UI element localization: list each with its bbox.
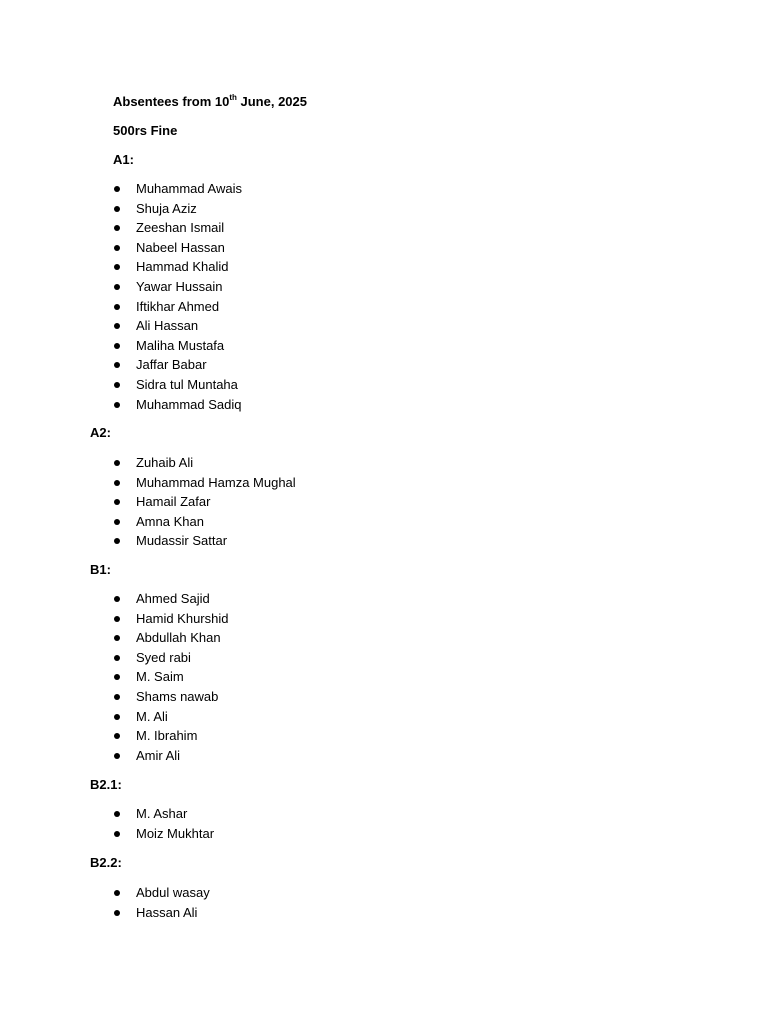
group-list-b2-1 bbox=[112, 806, 214, 845]
list-item: Amir Ali bbox=[112, 748, 229, 768]
title-superscript: th bbox=[229, 92, 237, 102]
group-label-b2-1: B2.1: bbox=[90, 777, 122, 792]
list-item: Jaffar Babar bbox=[112, 357, 242, 377]
list-item: Iftikhar Ahmed bbox=[112, 299, 242, 319]
title-suffix: June, 2025 bbox=[236, 94, 307, 109]
group-list-a2 bbox=[112, 455, 296, 553]
list-item: Maliha Mustafa bbox=[112, 338, 242, 358]
list-item: Sidra tul Muntaha bbox=[112, 377, 242, 397]
group-label-a1: A1: bbox=[113, 152, 134, 167]
document-title bbox=[113, 94, 307, 110]
group-list-b2-2 bbox=[112, 885, 210, 924]
group-label-b1: B1: bbox=[90, 562, 111, 577]
list-item: Abdullah Khan bbox=[112, 630, 229, 650]
list-item: Yawar Hussain bbox=[112, 279, 242, 299]
list-item: Syed rabi bbox=[112, 650, 229, 670]
list-item: Amna Khan bbox=[112, 514, 296, 534]
list-item: Hamail Zafar bbox=[112, 494, 296, 514]
list-item: Shuja Aziz bbox=[112, 201, 242, 221]
list-item: M. Ashar bbox=[112, 806, 214, 826]
title-prefix: Absentees from 10 bbox=[113, 94, 230, 109]
fine-note: 500rs Fine bbox=[113, 123, 178, 138]
list-item: Muhammad Hamza Mughal bbox=[112, 475, 296, 495]
list-item: Muhammad Sadiq bbox=[112, 397, 242, 417]
list-item: Muhammad Awais bbox=[112, 181, 242, 201]
list-item: Ali Hassan bbox=[112, 318, 242, 338]
group-label-a2: A2: bbox=[90, 425, 111, 440]
list-item: Zeeshan Ismail bbox=[112, 220, 242, 240]
group-list-b1 bbox=[112, 591, 229, 767]
list-item: Mudassir Sattar bbox=[112, 533, 296, 553]
list-item: Hamid Khurshid bbox=[112, 611, 229, 631]
list-item: M. Ibrahim bbox=[112, 728, 229, 748]
list-item: Shams nawab bbox=[112, 689, 229, 709]
list-item: Ahmed Sajid bbox=[112, 591, 229, 611]
list-item: M. Saim bbox=[112, 669, 229, 689]
group-list-a1 bbox=[112, 181, 242, 416]
list-item: Hassan Ali bbox=[112, 905, 210, 925]
list-item: Moiz Mukhtar bbox=[112, 826, 214, 846]
list-item: Nabeel Hassan bbox=[112, 240, 242, 260]
list-item: Zuhaib Ali bbox=[112, 455, 296, 475]
list-item: M. Ali bbox=[112, 709, 229, 729]
list-item: Hammad Khalid bbox=[112, 259, 242, 279]
list-item: Abdul wasay bbox=[112, 885, 210, 905]
group-label-b2-2: B2.2: bbox=[90, 855, 122, 870]
